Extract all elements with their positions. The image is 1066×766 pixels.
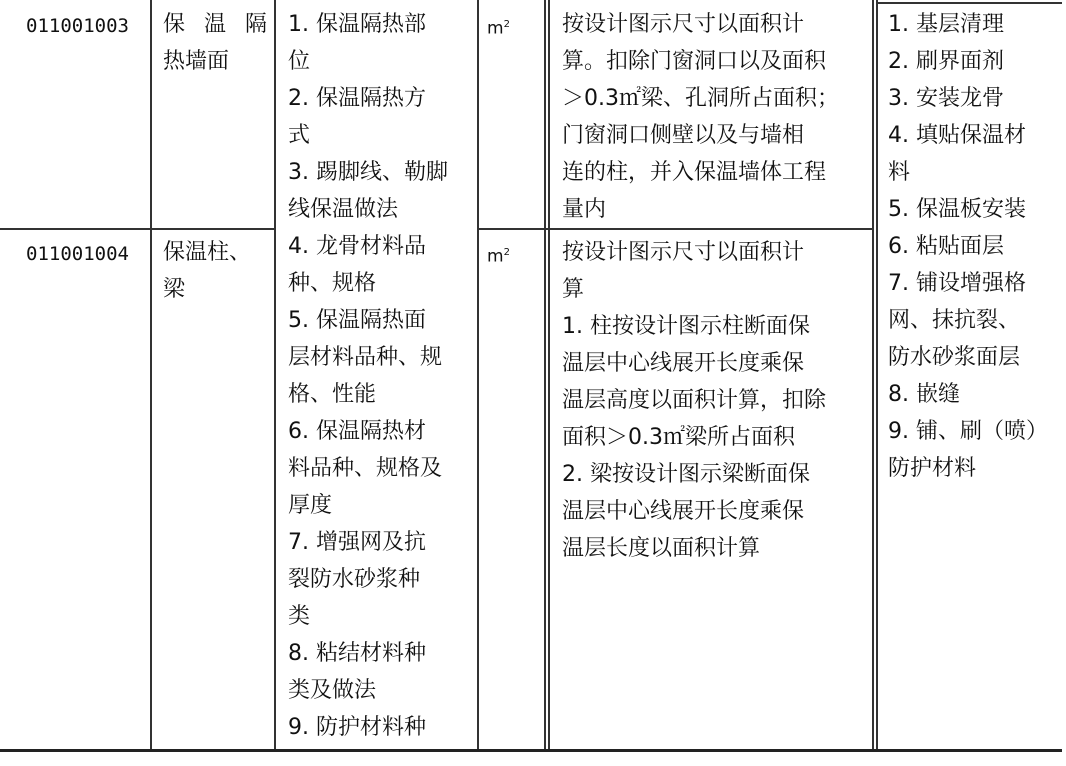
rule-line: 1. 柱按设计图示柱断面保 [562, 314, 810, 339]
project-features [288, 0, 476, 748]
rule-line: 算。扣除门窗洞口以及面积 [562, 49, 827, 74]
feature-line: 2. 保温隔热方 [288, 86, 426, 111]
work-line: 3. 安装龙骨 [888, 86, 1004, 111]
rule-line: ＞0.3㎡梁、孔洞所占面积； [562, 86, 839, 111]
rule-line: 温层中心线展开长度乘保 [562, 351, 805, 376]
feature-line: 式 [288, 123, 311, 148]
column-divider [876, 0, 878, 752]
feature-line: 层材料品种、规 [288, 345, 443, 370]
work-line: 1. 基层清理 [888, 12, 1004, 37]
unit-text: m [487, 246, 504, 267]
work-line: 5. 保温板安装 [888, 197, 1026, 222]
rule-line: 量内 [562, 197, 607, 222]
feature-line: 类及做法 [288, 678, 377, 703]
feature-line: 5. 保温隔热面 [288, 308, 426, 333]
column-divider [274, 0, 276, 752]
rule-line: 2. 梁按设计图示梁断面保 [562, 462, 810, 487]
unit [479, 0, 543, 228]
work-line: 4. 填贴保温材 [888, 123, 1026, 148]
work-line: 8. 嵌缝 [888, 382, 960, 407]
rule-line: 面积＞0.3㎡梁所占面积 [562, 425, 795, 450]
item-code-text: 011001004 [26, 243, 129, 265]
work-line: 料 [888, 160, 911, 185]
unit [479, 228, 543, 748]
rule-line: 按设计图示尺寸以面积计 [562, 12, 805, 37]
feature-line: 线保温做法 [288, 197, 399, 222]
item-name [163, 228, 273, 748]
item-code-text: 011001003 [26, 15, 129, 37]
work-line: 2. 刷界面剂 [888, 49, 1004, 74]
feature-line: 料品种、规格及 [288, 456, 443, 481]
item-name [163, 0, 273, 228]
feature-line: 种、规格 [288, 271, 377, 296]
feature-line: 裂防水砂浆种 [288, 567, 421, 592]
unit-superscript: 2 [503, 247, 510, 258]
work-line: 防水砂浆面层 [888, 345, 1021, 370]
measurement-rule [562, 0, 870, 228]
column-divider [548, 0, 550, 752]
rule-line: 按设计图示尺寸以面积计 [562, 240, 805, 265]
column-divider [150, 0, 152, 752]
item-code [0, 228, 150, 748]
column-divider [872, 0, 874, 752]
rule-line: 温层长度以面积计算 [562, 536, 761, 561]
unit-text: m [487, 18, 504, 39]
item-name-line: 热墙面 [163, 49, 230, 74]
work-line: 网、抹抗裂、 [888, 308, 1021, 333]
feature-line: 类 [288, 604, 311, 629]
item-name-line: 保温柱、 [163, 240, 252, 265]
feature-line: 4. 龙骨材料品 [288, 234, 426, 259]
work-line: 6. 粘贴面层 [888, 234, 1004, 259]
measurement-rule [562, 228, 870, 748]
item-code [0, 0, 150, 228]
table-bottom-border [0, 749, 1062, 752]
unit-superscript: 2 [503, 19, 510, 30]
rule-line: 算 [562, 277, 585, 302]
feature-line: 7. 增强网及抗 [288, 530, 426, 555]
feature-line: 3. 踢脚线、勒脚 [288, 160, 448, 185]
rule-line: 连的柱，并入保温墙体工程 [562, 160, 827, 185]
work-line: 9. 铺、刷（喷） [888, 419, 1048, 444]
work-content [888, 0, 1060, 748]
work-line: 防护材料 [888, 456, 977, 481]
feature-line: 格、性能 [288, 382, 377, 407]
feature-line: 8. 粘结材料种 [288, 641, 426, 666]
work-line: 7. 铺设增强格 [888, 271, 1026, 296]
feature-line: 9. 防护材料种 [288, 715, 426, 740]
rule-line: 温层中心线展开长度乘保 [562, 499, 805, 524]
feature-line: 厚度 [288, 493, 333, 518]
feature-line: 1. 保温隔热部 [288, 12, 426, 37]
rule-line: 温层高度以面积计算，扣除 [562, 388, 827, 413]
rule-line: 门窗洞口侧壁以及与墙相 [562, 123, 805, 148]
item-name-line: 保 温 隔 [163, 12, 273, 37]
item-name-line: 梁 [163, 277, 186, 302]
feature-line: 6. 保温隔热材 [288, 419, 426, 444]
feature-line: 位 [288, 49, 311, 74]
column-divider [544, 0, 546, 752]
